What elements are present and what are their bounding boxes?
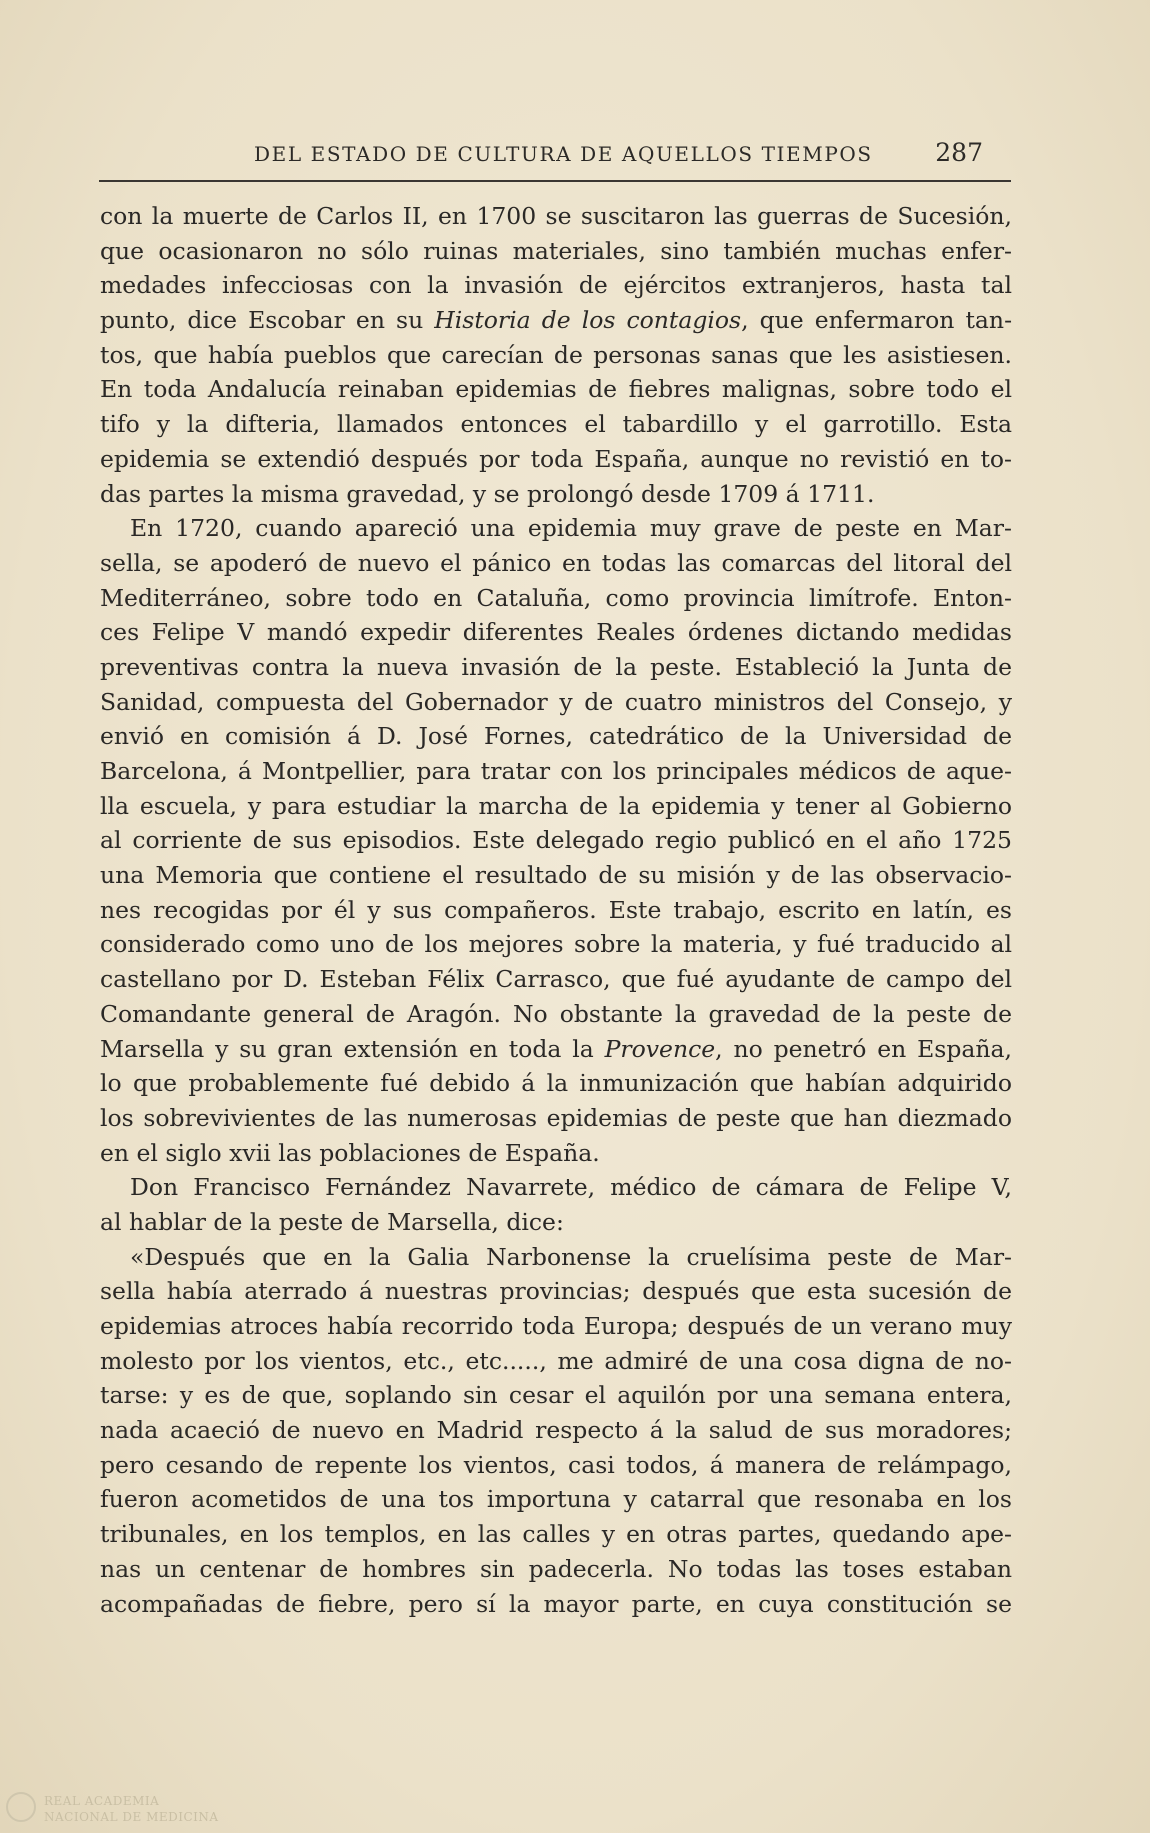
- text-line: tribunales, en los templos, en las calles y en otras partes, quedando ape-: [100, 1520, 1012, 1549]
- text-line: al corriente de sus episodios. Este delegado regio publicó en el año 1725: [100, 826, 1012, 855]
- page-header: [99, 138, 1011, 178]
- text-line: ces Felipe V mandó expedir diferentes Reales órdenes dictando medidas: [100, 618, 1012, 647]
- text-line: das partes la misma gravedad, y se prolongó desde 1709 á 1711.: [100, 479, 875, 508]
- text-line: nas un centenar de hombres sin padecerla. No todas las toses estaban: [100, 1554, 1012, 1583]
- text-line: tos, que había pueblos que carecían de personas sanas que les asistiesen.: [100, 340, 1012, 369]
- italic-title: Historia de los contagios: [434, 306, 742, 335]
- text-line: los sobrevivientes de las numerosas epidemias de peste que han diezmado: [100, 1103, 1012, 1132]
- seal-icon: [6, 1792, 36, 1822]
- text-line: tifo y la difteria, llamados entonces el tabardillo y el garrotillo. Esta: [100, 410, 1012, 439]
- text-line: Don Francisco Fernández Navarrete, médico de cámara de Felipe V,: [130, 1173, 1012, 1202]
- text-line: Sanidad, compuesta del Gobernador y de cuatro ministros del Consejo, y: [100, 687, 1012, 716]
- text-line: lla escuela, y para estudiar la marcha de la epidemia y tener al Gobierno: [100, 791, 1012, 820]
- watermark-line-1: REAL ACADEMIA: [44, 1794, 160, 1808]
- text-line: Comandante general de Aragón. No obstante la gravedad de la peste de: [100, 999, 1012, 1028]
- text-line: lo que probablemente fué debido á la inmunización que habían adquirido: [100, 1069, 1012, 1098]
- body-text: [100, 199, 1012, 1621]
- text-line: castellano por D. Esteban Félix Carrasco, que fué ayudante de campo del: [100, 965, 1012, 994]
- text-line: sella había aterrado á nuestras provincias; después que esta sucesión de: [100, 1277, 1012, 1306]
- text-line: nes recogidas por él y sus compañeros. Este trabajo, escrito en latín, es: [100, 895, 1012, 924]
- library-watermark: [4, 1790, 219, 1830]
- text-line: Mediterráneo, sobre todo en Cataluña, como provincia limítrofe. Enton-: [100, 583, 1012, 612]
- text-line: nada acaeció de nuevo en Madrid respecto á la salud de sus moradores;: [100, 1416, 1012, 1445]
- text-line: fueron acometidos de una tos importuna y catarral que resonaba en los: [100, 1485, 1012, 1514]
- text-line: punto, dice Escobar en su Historia de los contagios, que enfermaron tan-: [100, 306, 1012, 335]
- text-line: con la muerte de Carlos II, en 1700 se suscitaron las guerras de Sucesión,: [100, 202, 1012, 230]
- text-line: acompañadas de fiebre, pero sí la mayor parte, en cuya constitución se: [100, 1589, 1012, 1618]
- text-line: En toda Andalucía reinaban epidemias de fiebres malignas, sobre todo el: [100, 375, 1012, 404]
- text-line: epidemias atroces había recorrido toda Europa; después de un verano muy: [100, 1312, 1012, 1340]
- header-rule: [99, 180, 1011, 182]
- text-line: tarse: y es de que, soplando sin cesar el aquilón por una semana entera,: [100, 1381, 1012, 1410]
- text-line: una Memoria que contiene el resultado de su misión y de las observacio-: [100, 861, 1012, 890]
- watermark-line-2: NACIONAL DE MEDICINA: [44, 1810, 219, 1824]
- text-line: envió en comisión á D. José Fornes, catedrático de la Universidad de: [100, 722, 1012, 751]
- text-line: pero cesando de repente los vientos, casi todos, á manera de relámpago,: [100, 1450, 1012, 1479]
- text-line: sella, se apoderó de nuevo el pánico en todas las comarcas del litoral del: [100, 548, 1012, 577]
- text-line: al hablar de la peste de Marsella, dice:: [100, 1207, 564, 1236]
- text-line: Barcelona, á Montpellier, para tratar con los principales médicos de aque-: [100, 757, 1012, 785]
- text-line: En 1720, cuando apareció una epidemia muy grave de peste en Mar-: [130, 514, 1012, 543]
- text-line: Marsella y su gran extensión en toda la Provence, no penetró en España,: [100, 1034, 1012, 1063]
- running-head: DEL ESTADO DE CULTURA DE AQUELLOS TIEMPOS: [254, 142, 873, 166]
- text-line: considerado como uno de los mejores sobre la materia, y fué traducido al: [100, 930, 1012, 959]
- italic-place: Provence: [604, 1034, 716, 1063]
- text-line: molesto por los vientos, etc., etc....., me admiré de una cosa digna de no-: [100, 1346, 1012, 1375]
- page-number: 287: [935, 138, 983, 167]
- text-line: «Después que en la Galia Narbonense la cruelísima peste de Mar-: [130, 1242, 1012, 1271]
- text-line: en el siglo xvii las poblaciones de España.: [100, 1138, 600, 1167]
- text-line: epidemia se extendió después por toda España, aunque no revistió en to-: [100, 444, 1012, 473]
- text-line: que ocasionaron no sólo ruinas materiales, sino también muchas enfer-: [100, 236, 1012, 265]
- text-line: preventivas contra la nueva invasión de la peste. Estableció la Junta de: [100, 652, 1012, 681]
- text-line: medades infecciosas con la invasión de ejércitos extranjeros, hasta tal: [100, 271, 1012, 300]
